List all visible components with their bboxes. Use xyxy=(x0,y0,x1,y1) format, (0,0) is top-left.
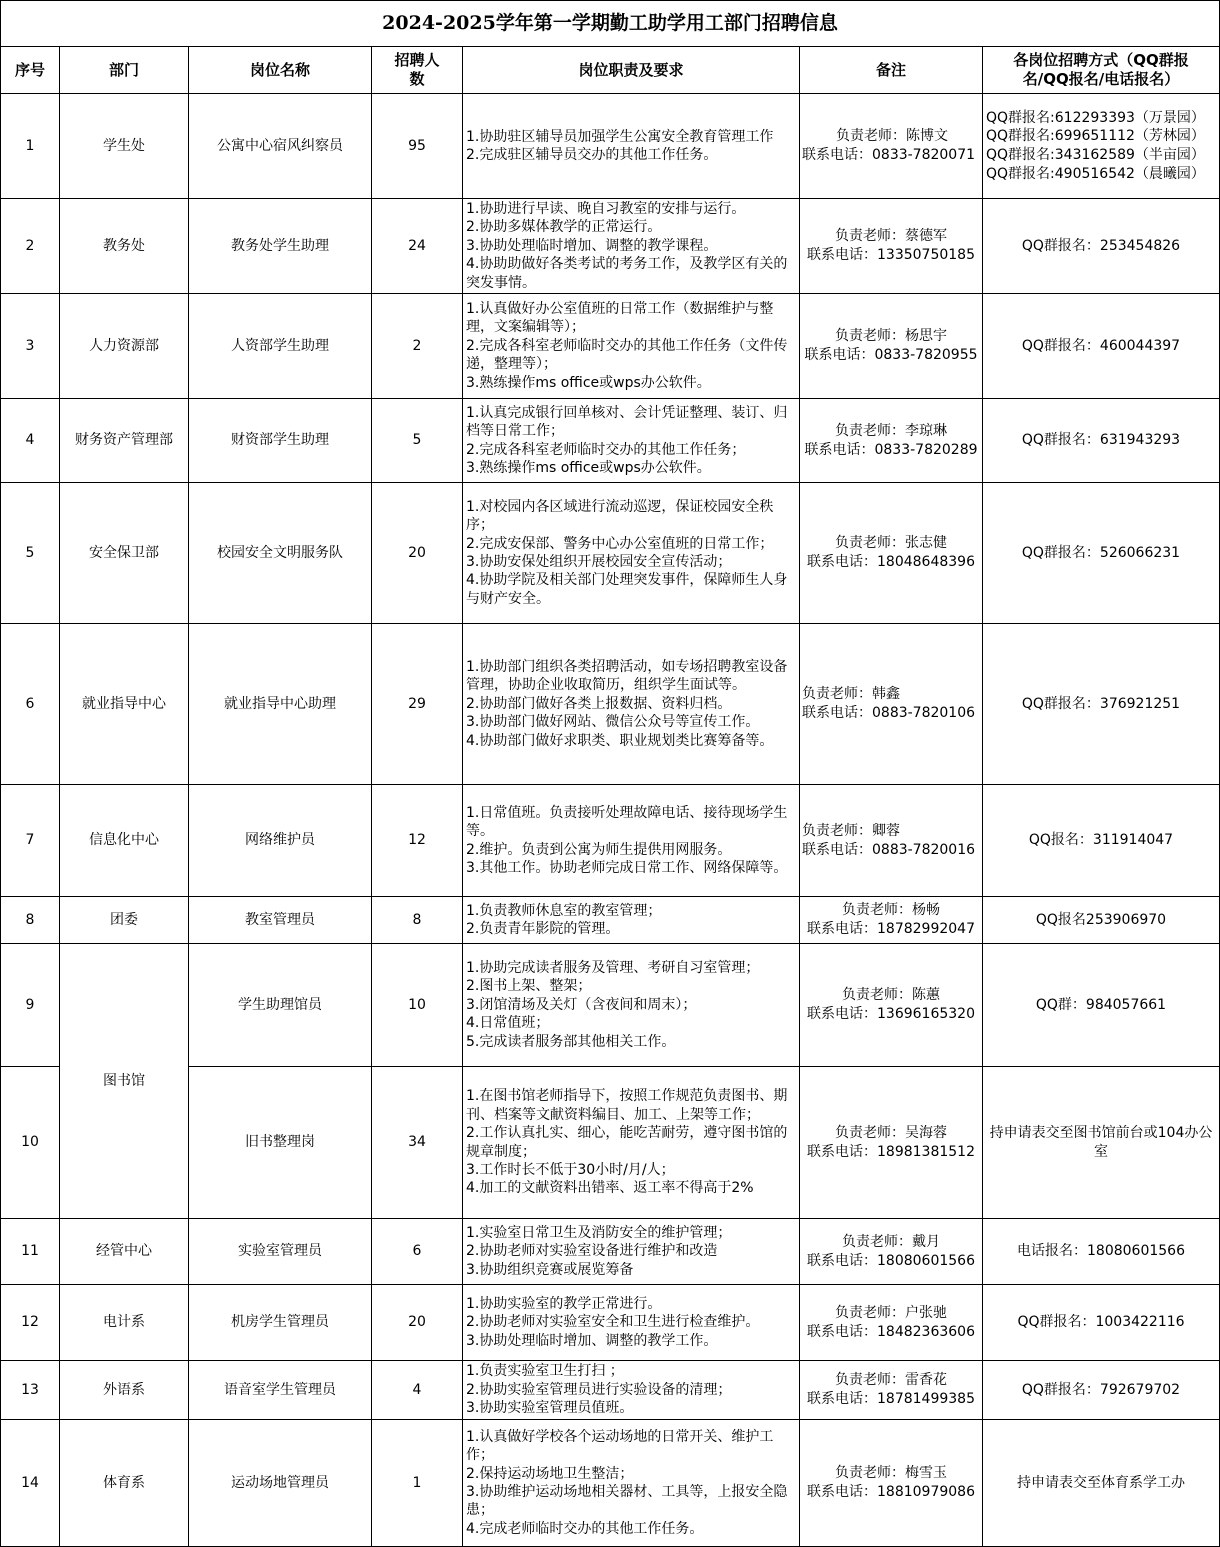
row-position: 就业指导中心助理 xyxy=(189,624,372,785)
teacher-name: 负责老师：蔡德军 xyxy=(835,228,947,245)
teacher-name: 负责老师：吴海蓉 xyxy=(835,1124,947,1141)
row-position: 教务处学生助理 xyxy=(189,199,372,294)
row-number: 13 xyxy=(1,1361,60,1420)
duty-line: 3.协助维护运动场地相关器材、工具等，上报安全隐患； xyxy=(466,1484,788,1519)
table-row xyxy=(1,944,1220,1067)
method-line: QQ群：984057661 xyxy=(1035,996,1167,1013)
contact-phone: 联系电话：18810979086 xyxy=(807,1484,975,1500)
duty-line: 4.加工的文献资料出错率、返工率不得高于2% xyxy=(466,1180,754,1197)
table-row xyxy=(1,1285,1220,1361)
row-duties xyxy=(463,1067,800,1219)
row-method xyxy=(983,483,1220,624)
row-duties xyxy=(463,1361,800,1420)
method-line: QQ群报名:612293393（万景园） xyxy=(986,109,1205,126)
duty-line: 1.认真做好办公室值班的日常工作（数据维护与整理，文案编辑等）； xyxy=(466,300,774,336)
row-number: 4 xyxy=(1,399,60,483)
method-line: QQ群报名：526066231 xyxy=(1021,544,1181,561)
contact-phone: 联系电话：18981381512 xyxy=(807,1143,975,1160)
row-number: 3 xyxy=(1,294,60,399)
row-duties xyxy=(463,944,800,1067)
row-number: 7 xyxy=(1,785,60,897)
duty-line: 3.协助组织竞赛或展览筹备 xyxy=(466,1261,634,1278)
duty-line: 3.协助实验室管理员值班。 xyxy=(466,1400,634,1417)
row-count: 20 xyxy=(372,1285,463,1361)
table-row xyxy=(1,1420,1220,1547)
row-department: 团委 xyxy=(60,897,189,944)
table-row xyxy=(1,1361,1220,1420)
method-line: QQ报名253906970 xyxy=(1035,911,1167,928)
method-line: QQ群报名：376921251 xyxy=(1021,695,1181,712)
row-method xyxy=(983,897,1220,944)
row-method xyxy=(983,199,1220,294)
row-number: 11 xyxy=(1,1219,60,1285)
row-duties xyxy=(463,785,800,897)
row-remarks xyxy=(800,785,983,897)
row-position: 校园安全文明服务队 xyxy=(189,483,372,624)
row-remarks xyxy=(800,399,983,483)
contact-phone: 联系电话：13696165320 xyxy=(807,1006,975,1022)
row-number: 14 xyxy=(1,1420,60,1547)
row-duties xyxy=(463,1219,800,1285)
duty-line: 1.在图书馆老师指导下，按照工作规范负责图书、期刊、档案等文献资料编目、加工、上架等工作； xyxy=(466,1088,788,1123)
duty-line: 2.协助老师对实验室设备进行维护和改造 xyxy=(466,1243,718,1260)
duty-line: 2.保持运动场地卫生整洁； xyxy=(466,1465,634,1482)
row-remarks xyxy=(800,944,983,1067)
row-method xyxy=(983,785,1220,897)
duty-line: 2.协助部门做好各类上报数据、资料归档。 xyxy=(466,695,732,712)
contact-phone: 联系电话：18781499385 xyxy=(807,1391,975,1407)
header-remarks: 备注 xyxy=(800,47,983,94)
row-position: 实验室管理员 xyxy=(189,1219,372,1285)
row-method xyxy=(983,944,1220,1067)
method-line: QQ群报名：1003422116 xyxy=(1017,1314,1185,1331)
row-remarks xyxy=(800,483,983,624)
row-position: 运动场地管理员 xyxy=(189,1420,372,1547)
row-count: 20 xyxy=(372,483,463,624)
table-row xyxy=(1,897,1220,944)
duty-line: 2.完成各科室老师临时交办的其他工作任务（文件传递，整理等）； xyxy=(466,337,788,373)
row-department: 图书馆 xyxy=(60,944,189,1219)
duty-line: 2.工作认真扎实、细心，能吃苦耐劳，遵守图书馆的规章制度； xyxy=(466,1125,788,1160)
row-remarks xyxy=(800,94,983,199)
row-number: 12 xyxy=(1,1285,60,1361)
row-number: 5 xyxy=(1,483,60,624)
row-duties xyxy=(463,1420,800,1547)
row-count: 12 xyxy=(372,785,463,897)
row-method xyxy=(983,1067,1220,1219)
duty-line: 2.图书上架、整架； xyxy=(466,978,592,995)
duty-line: 1.认真做好学校各个运动场地的日常开关、维护工作； xyxy=(466,1428,774,1464)
row-number: 9 xyxy=(1,944,60,1067)
duty-line: 1.协助完成读者服务及管理、考研自习室管理； xyxy=(466,959,760,976)
duty-line: 2.协助实验室管理员进行实验设备的清理； xyxy=(466,1381,732,1398)
row-position: 人资部学生助理 xyxy=(189,294,372,399)
row-method xyxy=(983,294,1220,399)
row-count: 24 xyxy=(372,199,463,294)
contact-phone: 联系电话：13350750185 xyxy=(807,247,975,263)
row-department: 电计系 xyxy=(60,1285,189,1361)
teacher-name: 负责老师：陈蕙 xyxy=(842,987,940,1004)
duty-line: 3.闭馆清场及关灯（含夜间和周末）； xyxy=(466,996,697,1013)
duty-line: 4.完成老师临时交办的其他工作任务。 xyxy=(466,1520,704,1537)
duty-line: 1.实验室日常卫生及消防安全的维护管理； xyxy=(466,1224,732,1241)
method-line: 持申请表交至图书馆前台或104办公室 xyxy=(989,1124,1213,1160)
row-position: 机房学生管理员 xyxy=(189,1285,372,1361)
row-duties xyxy=(463,294,800,399)
duty-line: 4.协助助做好各类考试的考务工作，及教学区有关的突发事情。 xyxy=(466,256,788,291)
duty-line: 4.协助学院及相关部门处理突发事件，保障师生人身与财产安全。 xyxy=(466,572,788,607)
teacher-name: 负责老师：雷香花 xyxy=(835,1372,947,1389)
table-row xyxy=(1,399,1220,483)
duty-line: 1.日常值班。负责接听处理故障电话、接待现场学生等。 xyxy=(466,804,788,840)
method-line: 电话报名：18080601566 xyxy=(1017,1243,1185,1260)
row-number: 10 xyxy=(1,1067,60,1219)
table-row xyxy=(1,294,1220,399)
contact-phone: 联系电话：0833-7820955 xyxy=(804,347,978,363)
duty-line: 3.其他工作。协助老师完成日常工作、网络保障等。 xyxy=(466,859,788,876)
duty-line: 3.熟练操作ms office或wps办公软件。 xyxy=(466,374,711,391)
row-duties xyxy=(463,1285,800,1361)
row-department: 就业指导中心 xyxy=(60,624,189,785)
header-duties: 岗位职责及要求 xyxy=(463,47,800,94)
row-method xyxy=(983,624,1220,785)
contact-phone: 联系电话：18782992047 xyxy=(807,921,975,937)
duty-line: 5.完成读者服务部其他相关工作。 xyxy=(466,1033,676,1050)
row-duties xyxy=(463,94,800,199)
row-duties xyxy=(463,483,800,624)
duty-line: 2.协助老师对实验室安全和卫生进行检查维护。 xyxy=(466,1314,760,1331)
header-row xyxy=(1,47,1220,94)
contact-phone: 联系电话：18080601566 xyxy=(807,1252,975,1269)
row-duties xyxy=(463,199,800,294)
duty-line: 1.负责教师休息室的教室管理； xyxy=(466,902,662,919)
duty-line: 3.协助处理临时增加、调整的教学工作。 xyxy=(466,1332,718,1349)
row-department: 财务资产管理部 xyxy=(60,399,189,483)
row-count: 6 xyxy=(372,1219,463,1285)
row-position: 旧书整理岗 xyxy=(189,1067,372,1219)
row-department: 学生处 xyxy=(60,94,189,199)
row-count: 1 xyxy=(372,1420,463,1547)
row-count: 8 xyxy=(372,897,463,944)
row-position: 学生助理馆员 xyxy=(189,944,372,1067)
row-position: 财资部学生助理 xyxy=(189,399,372,483)
row-remarks xyxy=(800,1420,983,1547)
duty-line: 2.完成驻区辅导员交办的其他工作任务。 xyxy=(466,147,718,163)
row-count: 34 xyxy=(372,1067,463,1219)
row-department: 外语系 xyxy=(60,1361,189,1420)
method-line: QQ群报名：631943293 xyxy=(1021,432,1181,449)
row-remarks xyxy=(800,294,983,399)
row-duties xyxy=(463,399,800,483)
duty-line: 4.日常值班； xyxy=(466,1015,550,1032)
row-department: 体育系 xyxy=(60,1420,189,1547)
row-department: 教务处 xyxy=(60,199,189,294)
row-number: 2 xyxy=(1,199,60,294)
header-count: 招聘人数 xyxy=(372,47,463,94)
duty-line: 1.协助部门组织各类招聘活动，如专场招聘教室设备管理，协助企业收取简历，组织学生面试等。 xyxy=(466,658,788,694)
row-remarks xyxy=(800,897,983,944)
teacher-name: 负责老师：户张驰 xyxy=(835,1304,947,1321)
row-method xyxy=(983,399,1220,483)
row-remarks xyxy=(800,1067,983,1219)
duty-line: 1.认真完成银行回单核对、会计凭证整理、装订、归档等日常工作； xyxy=(466,404,788,440)
teacher-name: 负责老师：李琼琳 xyxy=(835,422,947,439)
duty-line: 1.负责实验室卫生打扫 ； xyxy=(466,1363,624,1380)
duty-line: 4.协助部门做好求职类、职业规划类比赛筹备等。 xyxy=(466,732,774,749)
duty-line: 2.完成各科室老师临时交办的其他工作任务； xyxy=(466,441,746,458)
teacher-name: 负责老师：卿蓉 xyxy=(802,822,900,839)
contact-phone: 联系电话：0833-7820071 xyxy=(802,147,976,163)
row-remarks xyxy=(800,624,983,785)
teacher-name: 负责老师：韩鑫 xyxy=(802,686,900,703)
contact-phone: 联系电话：18048648396 xyxy=(807,554,975,570)
table-row xyxy=(1,624,1220,785)
row-method xyxy=(983,1219,1220,1285)
row-department: 人力资源部 xyxy=(60,294,189,399)
row-position: 教室管理员 xyxy=(189,897,372,944)
row-method xyxy=(983,1361,1220,1420)
row-count: 5 xyxy=(372,399,463,483)
row-count: 29 xyxy=(372,624,463,785)
duty-line: 2.协助多媒体教学的正常运行。 xyxy=(466,219,662,236)
teacher-name: 负责老师：杨畅 xyxy=(842,902,940,919)
row-method xyxy=(983,94,1220,199)
method-line: QQ群报名：253454826 xyxy=(1021,237,1181,254)
row-duties xyxy=(463,897,800,944)
table-row xyxy=(1,785,1220,897)
teacher-name: 负责老师：戴月 xyxy=(842,1233,940,1250)
row-remarks xyxy=(800,1285,983,1361)
duty-line: 1.协助实验室的教学正常进行。 xyxy=(466,1295,662,1312)
table-row xyxy=(1,483,1220,624)
table-row xyxy=(1,94,1220,199)
contact-phone: 联系电话：18482363606 xyxy=(807,1323,975,1340)
method-line: QQ群报名:343162589（半亩园） xyxy=(986,147,1205,163)
duty-line: 2.维护。负责到公寓为师生提供用网服务。 xyxy=(466,841,732,858)
row-number: 6 xyxy=(1,624,60,785)
duty-line: 3.协助部门做好网站、微信公众号等宣传工作。 xyxy=(466,714,760,731)
contact-phone: 联系电话：0833-7820289 xyxy=(804,441,978,458)
row-number: 8 xyxy=(1,897,60,944)
row-remarks xyxy=(800,1219,983,1285)
duty-line: 1.对校园内各区域进行流动巡逻，保证校园安全秩序； xyxy=(466,498,774,534)
row-department: 经管中心 xyxy=(60,1219,189,1285)
row-remarks xyxy=(800,1361,983,1420)
row-count: 2 xyxy=(372,294,463,399)
header-no: 序号 xyxy=(1,47,60,94)
duty-line: 3.工作时长不低于30小时/月/人； xyxy=(466,1161,675,1178)
method-line: QQ群报名：792679702 xyxy=(1021,1381,1181,1398)
method-line: QQ报名：311914047 xyxy=(1028,832,1174,849)
header-dept: 部门 xyxy=(60,47,189,94)
page-title: 2024-2025学年第一学期勤工助学用工部门招聘信息 xyxy=(1,1,1220,47)
duty-line: 1.协助进行早读、晚自习教室的安排与运行。 xyxy=(466,200,746,217)
duty-line: 3.协助处理临时增加、调整的教学课程。 xyxy=(466,237,718,254)
row-method xyxy=(983,1420,1220,1547)
header-method: 各岗位招聘方式（QQ群报名/QQ报名/电话报名） xyxy=(983,47,1220,94)
duty-line: 2.完成安保部、警务中心办公室值班的日常工作； xyxy=(466,535,774,552)
contact-phone: 联系电话：0883-7820016 xyxy=(802,841,976,858)
method-line: 持申请表交至体育系学工办 xyxy=(1017,1474,1185,1491)
method-line: QQ群报名:490516542（晨曦园） xyxy=(986,165,1205,182)
row-position: 语音室学生管理员 xyxy=(189,1361,372,1420)
row-remarks xyxy=(800,199,983,294)
row-department: 安全保卫部 xyxy=(60,483,189,624)
duty-line: 1.协助驻区辅导员加强学生公寓安全教育管理工作 xyxy=(466,128,774,145)
row-count: 10 xyxy=(372,944,463,1067)
method-line: QQ群报名:699651112（芳林园） xyxy=(986,128,1205,145)
header-position: 岗位名称 xyxy=(189,47,372,94)
table-row xyxy=(1,1219,1220,1285)
teacher-name: 负责老师：张志健 xyxy=(835,535,947,552)
teacher-name: 负责老师：陈博文 xyxy=(836,128,948,145)
row-position: 网络维护员 xyxy=(189,785,372,897)
duty-line: 3.协助安保处组织开展校园安全宣传活动； xyxy=(466,554,732,570)
row-count: 95 xyxy=(372,94,463,199)
row-department: 信息化中心 xyxy=(60,785,189,897)
teacher-name: 负责老师：杨思宇 xyxy=(835,328,947,345)
duty-line: 2.负责青年影院的管理。 xyxy=(466,921,620,937)
row-method xyxy=(983,1285,1220,1361)
table-row xyxy=(1,199,1220,294)
contact-phone: 联系电话：0883-7820106 xyxy=(802,705,976,721)
row-number: 1 xyxy=(1,94,60,199)
method-line: QQ群报名：460044397 xyxy=(1021,337,1181,354)
duty-line: 3.熟练操作ms office或wps办公软件。 xyxy=(466,459,711,476)
row-position: 公寓中心宿风纠察员 xyxy=(189,94,372,199)
teacher-name: 负责老师：梅雪玉 xyxy=(835,1465,947,1482)
row-count: 4 xyxy=(372,1361,463,1420)
row-duties xyxy=(463,624,800,785)
